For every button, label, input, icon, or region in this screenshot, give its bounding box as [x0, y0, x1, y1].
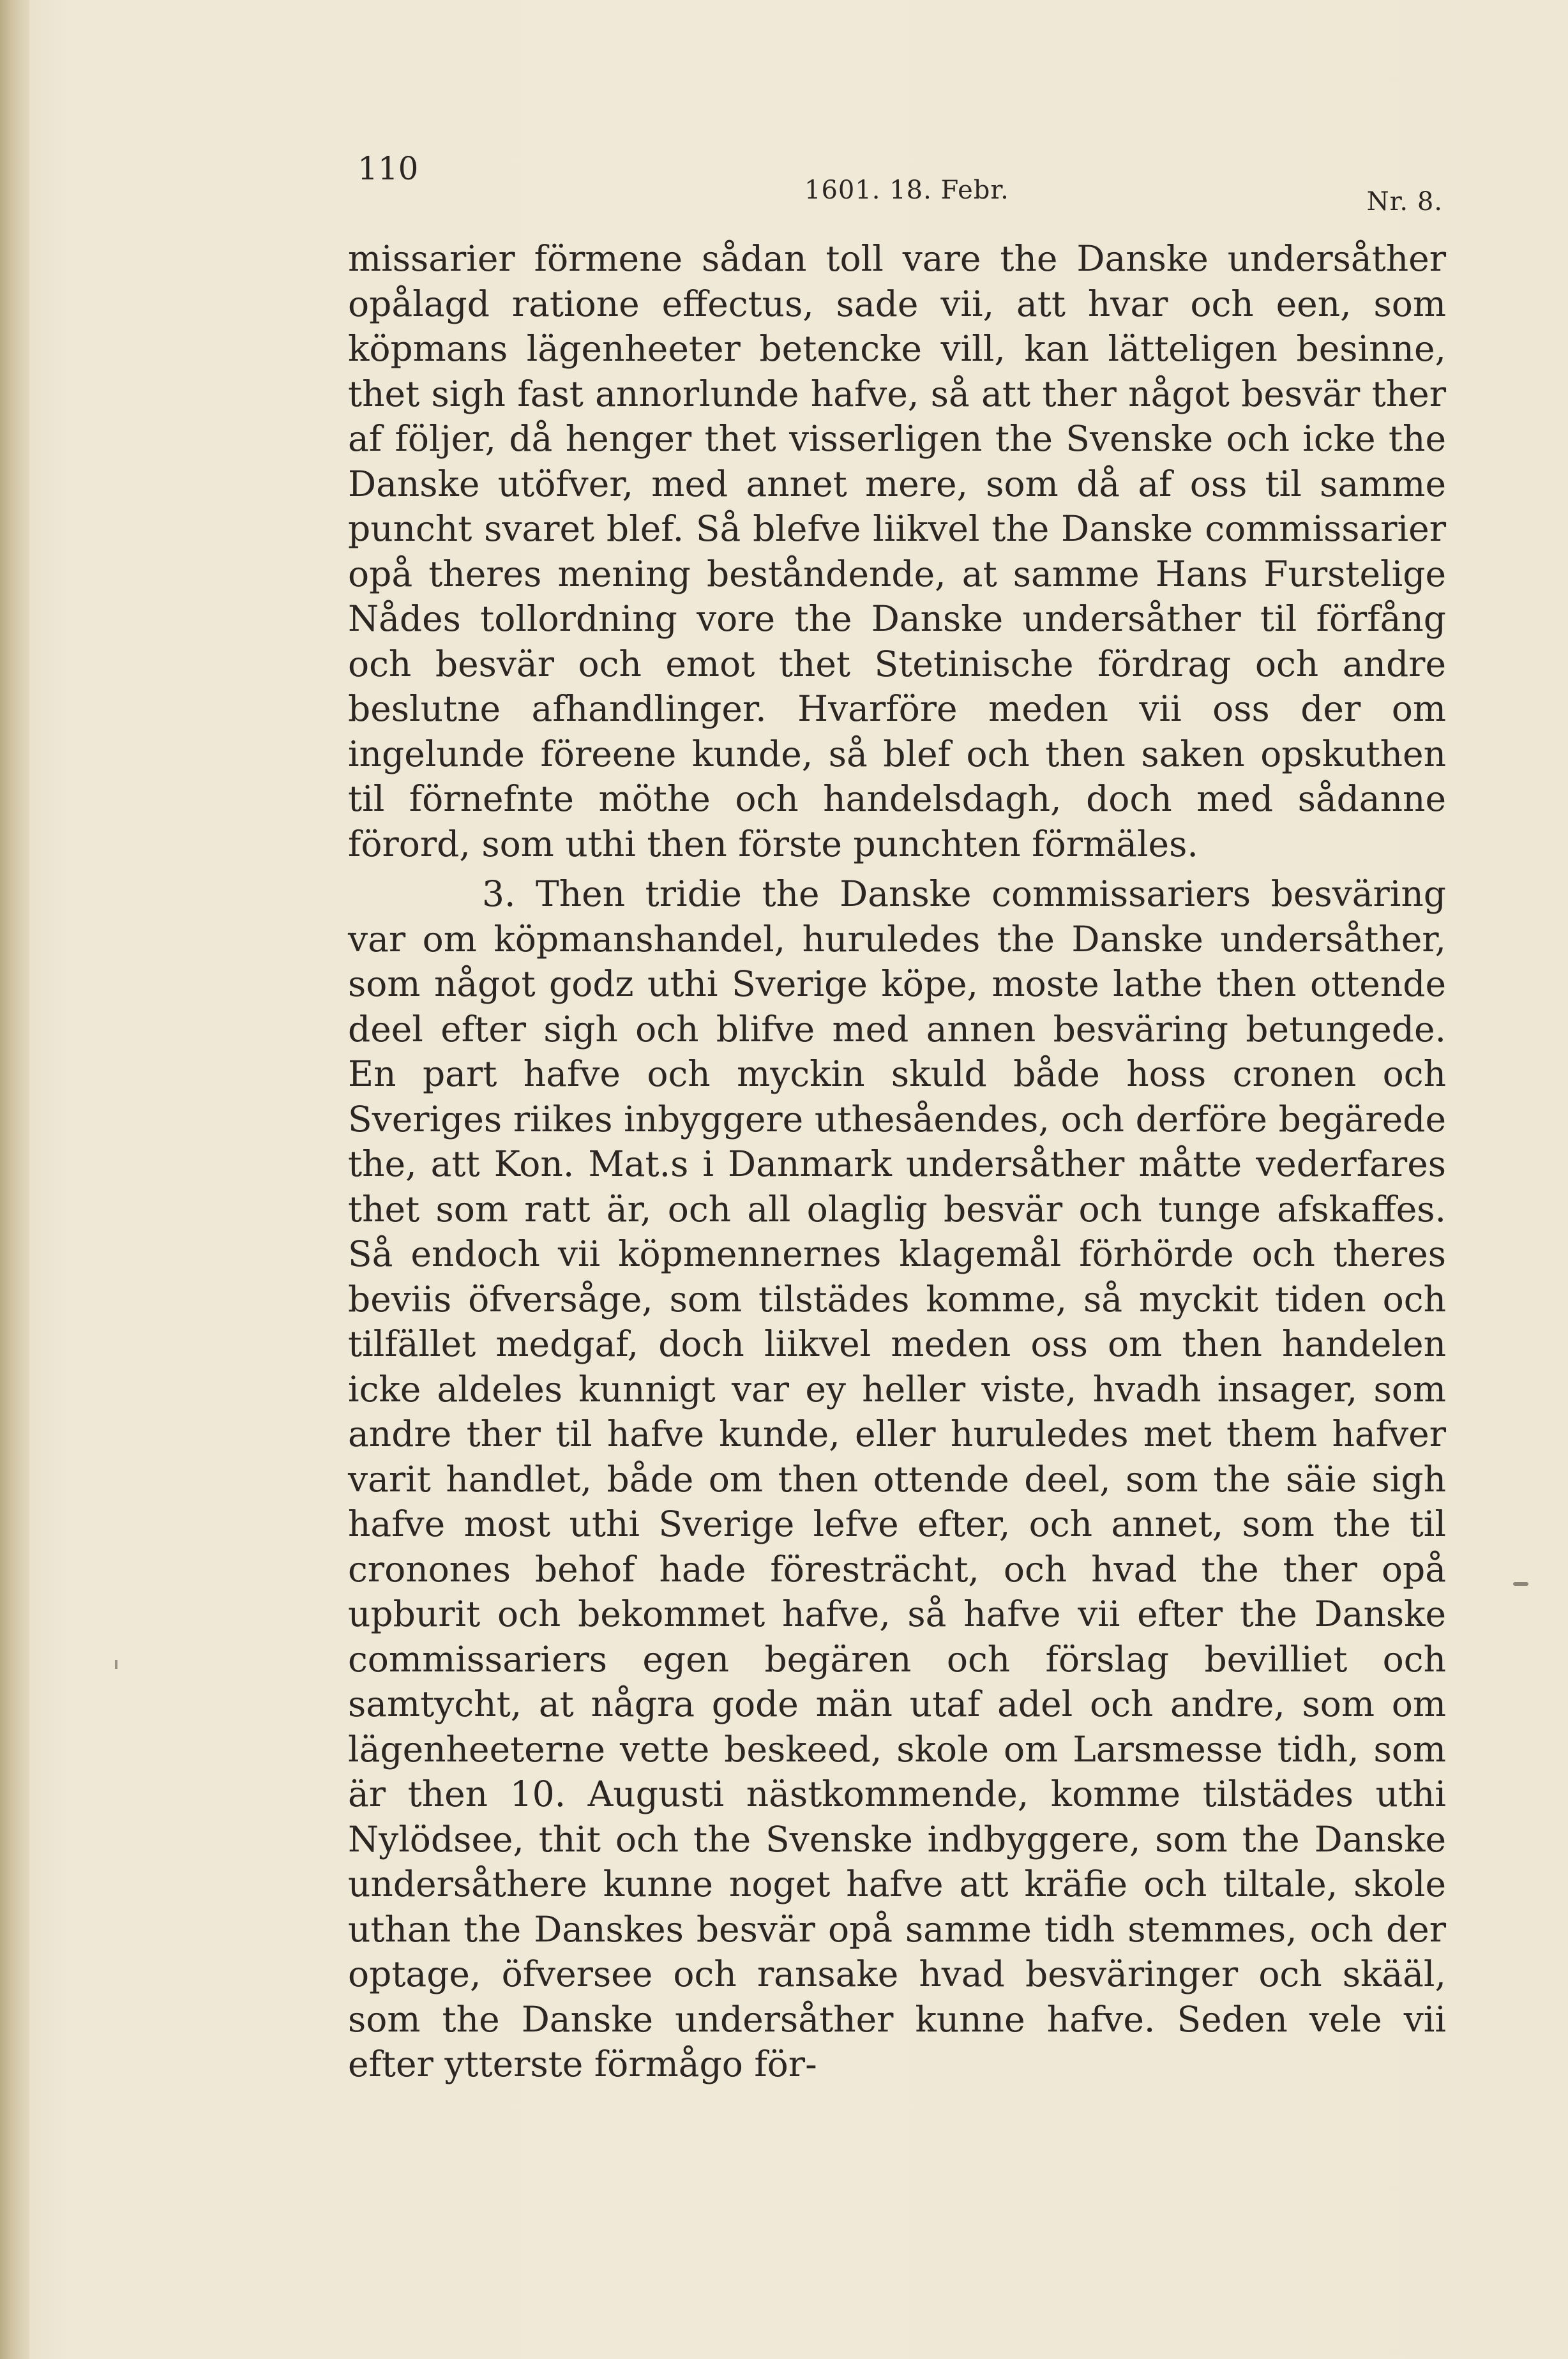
paragraph: 3. Then tridie the Danske commissariers besväring var om köpmanshandel, huruledes the Danske undersåther, som något godz uthi Sverige köpe, moste lathe then ottende deel efter sigh och blifve med annen besväring betungede. En part hafve och myckin skuld både hoss cronen och Sveriges riikes inbyggere uthesåendes, och derföre begärede the, att Kon. Mat.s i Danmark undersåther måtte vederfares thet som ratt är, och all olaglig besvär och tunge afskaffes. Så endoch vii köpmennernes klagemål förhörde och theres beviis öfversåge, som tilstädes komme, så myckit tiden och tilfället medgaf, doch liikvel meden oss om then handelen icke aldeles kunnigt var ey heller viste, hvadh insager, som andre ther til hafve kunde, eller huruledes met them hafver varit handlet, både om then ottende deel, som the säie sigh hafve most uthi Sverige lefve efter, och annet, som the til cronones behof hade föresträcht, och hvad the ther opå upburit och bekommet hafve, så hafve vii efter the Danske commissariers egen begären och förslag bevilliet och samtycht, at några gode män utaf adel och andre, som om lägenheeterne vette beskeed, skole om Larsmesse tidh, som är then 10. Augusti nästkommende, komme tilstädes uthi Nylödsee, thit och the Svenske indbyggere, som the Danske undersåthere kunne noget hafve att kräfie och tiltale, skole uthan the Danskes besvär opå samme tidh stemmes, och der optage, öfversee och ransake hvad besväringer och skääl, som the Danske undersåther kunne hafve. Seden vele vii efter ytterste förmågo för-: [348, 873, 1446, 2084]
body-text: [348, 236, 1446, 2084]
paragraph: missarier förmene sådan toll vare the Danske undersåther opålagd ratione effectus, sade vii, att hvar och een, som köpmans lägenheeter betencke vill, kan lätteligen besinne, thet sigh fast annorlunde hafve, så att ther något besvär ther af följer, då henger thet visserligen the Svenske och icke the Danske utöfver, med annet mere, som då af oss til samme puncht svaret blef. Så blefve liikvel the Danske commissarier opå theres mening beståndende, at samme Hans Furstelige Nådes tollordning vore the Danske undersåther til förfång och besvär och emot thet Stetinische fördrag och andre beslutne afhandlinger. Hvarföre meden vii oss der om ingelunde föreene kunde, så blef och then saken opskuthen til förnefnte möthe och handelsdagh, doch med sådanne förord, som uthi then förste punchten förmäles.: [348, 238, 1446, 864]
page-number: 110: [358, 150, 419, 187]
book-spine-shadow: [0, 0, 29, 2359]
margin-tick: [115, 1660, 117, 1669]
margin-mark: [1513, 1582, 1528, 1586]
running-title: 1601. 18. Febr.: [804, 176, 1009, 205]
document-number: Nr. 8.: [1366, 187, 1443, 216]
page-header: [358, 150, 1443, 220]
